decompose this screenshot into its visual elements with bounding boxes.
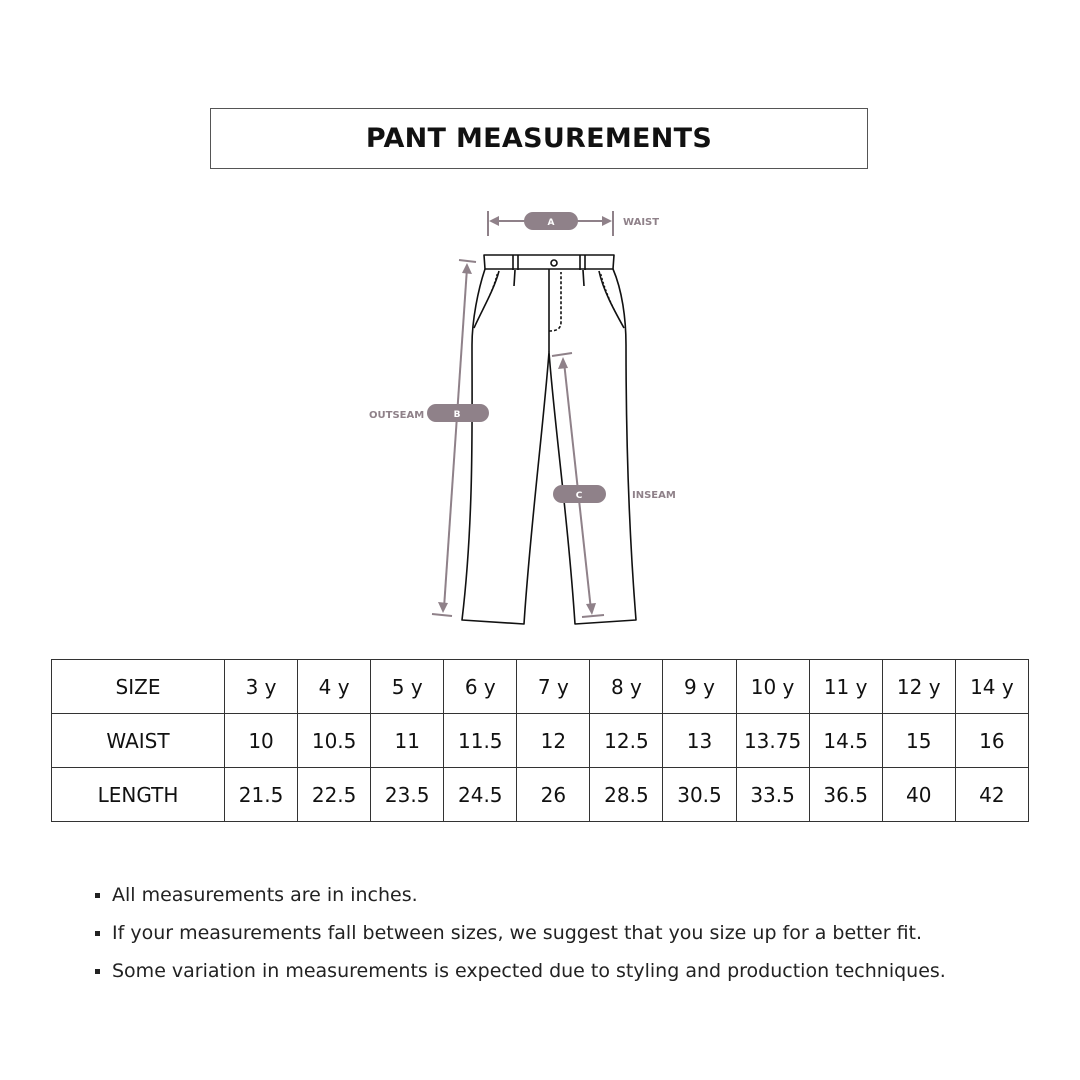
marker-a-letter: A — [547, 218, 555, 228]
marker-c-label: INSEAM — [632, 490, 676, 501]
note-item: All measurements are in inches. — [92, 876, 946, 914]
table-cell: 13 — [663, 714, 736, 768]
table-cell: 16 — [955, 714, 1028, 768]
table-cell: 12.5 — [590, 714, 663, 768]
table-cell: 10 y — [736, 660, 809, 714]
table-cell: 30.5 — [663, 768, 736, 822]
table-row-size — [52, 660, 1029, 714]
table-cell: 11 — [371, 714, 444, 768]
table-cell: 9 y — [663, 660, 736, 714]
note-item: If your measurements fall between sizes, we suggest that you size up for a better fit. — [92, 914, 946, 952]
table-cell: 12 — [517, 714, 590, 768]
note-item: Some variation in measurements is expected due to styling and production techniques. — [92, 952, 946, 990]
table-cell: 4 y — [298, 660, 371, 714]
table-cell: 11 y — [809, 660, 882, 714]
marker-b-label: OUTSEAM — [369, 410, 425, 421]
outseam-measure — [427, 260, 489, 616]
table-cell: 36.5 — [809, 768, 882, 822]
table-cell: 5 y — [371, 660, 444, 714]
pants-illustration — [462, 255, 636, 624]
table-cell: 11.5 — [444, 714, 517, 768]
table-cell: 8 y — [590, 660, 663, 714]
table-cell: 26 — [517, 768, 590, 822]
table-cell: 21.5 — [225, 768, 298, 822]
table-row-waist — [52, 714, 1029, 768]
marker-c-letter: C — [575, 491, 583, 501]
page-title: PANT MEASUREMENTS — [365, 123, 713, 154]
table-cell: 14.5 — [809, 714, 882, 768]
notes-list — [92, 876, 946, 990]
marker-b-letter: B — [453, 410, 461, 420]
table-cell: 42 — [955, 768, 1028, 822]
marker-a-label: WAIST — [623, 217, 660, 228]
table-row-length — [52, 768, 1029, 822]
table-cell: 23.5 — [371, 768, 444, 822]
row-header-waist: WAIST — [52, 714, 225, 768]
table-cell: 13.75 — [736, 714, 809, 768]
size-chart-table — [51, 659, 1029, 822]
table-cell: 12 y — [882, 660, 955, 714]
table-cell: 6 y — [444, 660, 517, 714]
table-cell: 7 y — [517, 660, 590, 714]
table-cell: 28.5 — [590, 768, 663, 822]
inseam-measure — [552, 353, 606, 617]
table-cell: 40 — [882, 768, 955, 822]
table-cell: 3 y — [225, 660, 298, 714]
row-header-length: LENGTH — [52, 768, 225, 822]
table-cell: 14 y — [955, 660, 1028, 714]
table-cell: 15 — [882, 714, 955, 768]
table-cell: 24.5 — [444, 768, 517, 822]
row-header-size: SIZE — [52, 660, 225, 714]
table-cell: 10 — [225, 714, 298, 768]
table-cell: 10.5 — [298, 714, 371, 768]
table-cell: 33.5 — [736, 768, 809, 822]
table-cell: 22.5 — [298, 768, 371, 822]
